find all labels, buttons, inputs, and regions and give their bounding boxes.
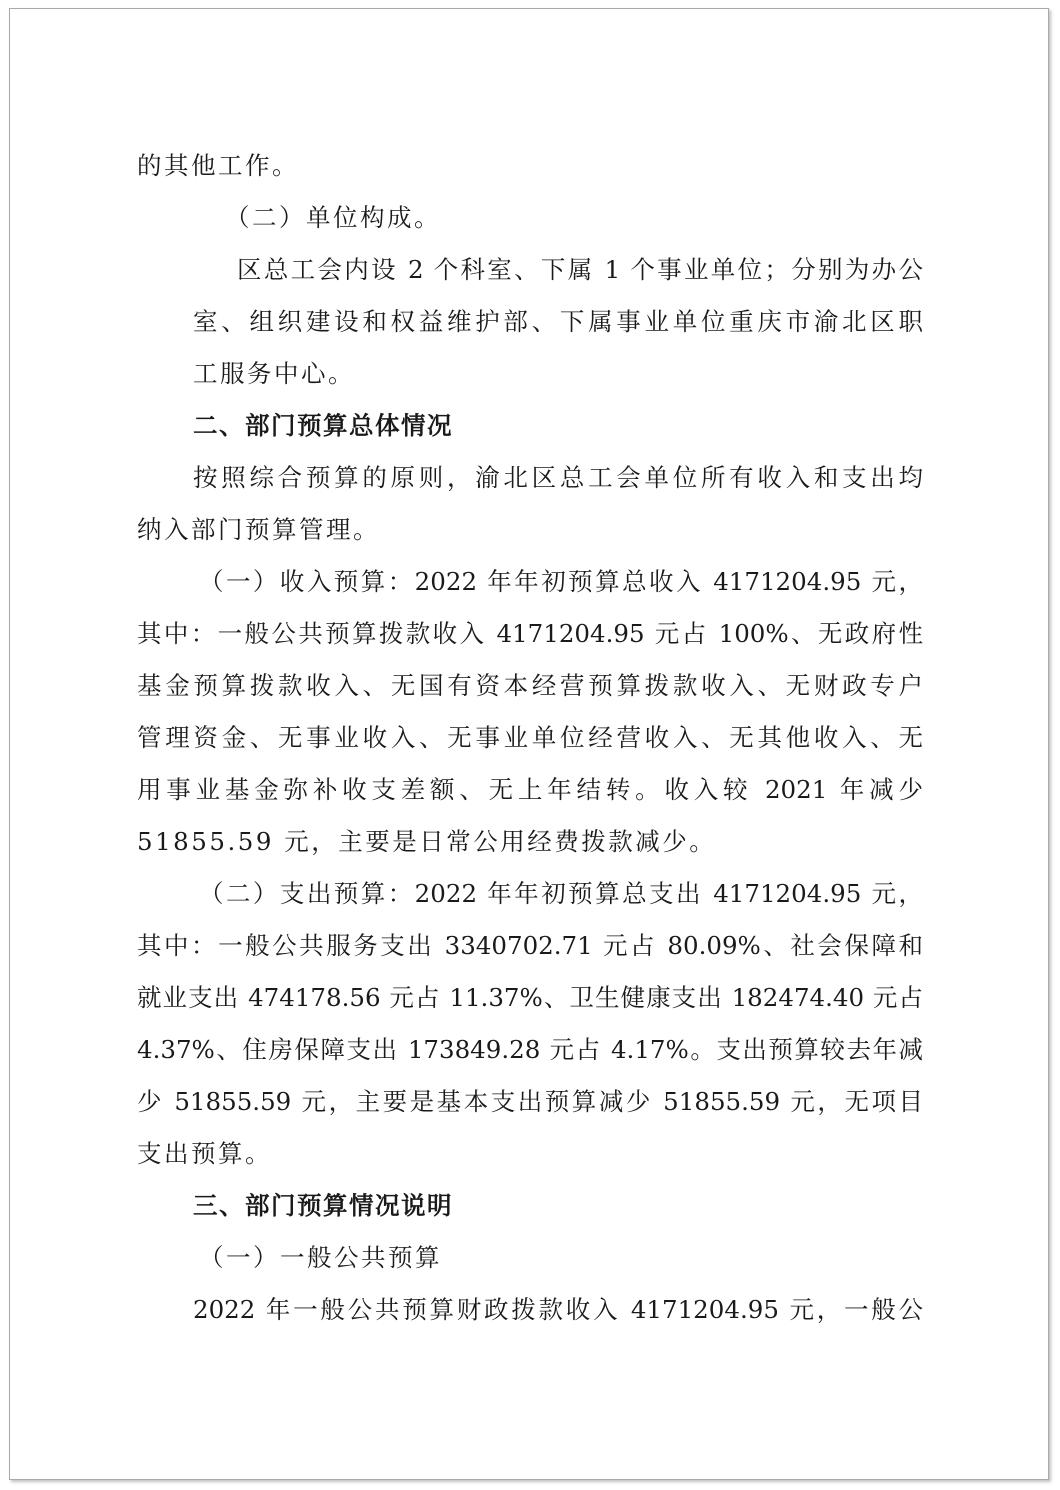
paragraph-line: 4.37%、住房保障支出 173849.28 元占 4.17%。支出预算较去年减 — [137, 1035, 923, 1064]
section-heading: 三、部门预算情况说明 — [193, 1191, 453, 1220]
paragraph-line: 就业支出 474178.56 元占 11.37%、卫生健康支出 182474.40 元占 — [137, 983, 923, 1012]
paragraph-line: 其中：一般公共服务支出 3340702.71 元占 80.09%、社会保障和 — [137, 931, 923, 960]
subsection-heading: （二）单位构成。 — [225, 203, 441, 232]
paragraph-line: （二）支出预算：2022 年年初预算总支出 4171204.95 元， — [199, 879, 923, 908]
subsection-heading: （一）一般公共预算 — [199, 1243, 442, 1272]
paragraph-line: 工服务中心。 — [193, 359, 355, 388]
section-heading: 二、部门预算总体情况 — [193, 411, 453, 440]
paragraph-line: 基金预算拨款收入、无国有资本经营预算拨款收入、无财政专户 — [137, 671, 923, 700]
paragraph-line: 按照综合预算的原则，渝北区总工会单位所有收入和支出均 — [193, 463, 923, 492]
paragraph-line: 2022 年一般公共预算财政拨款收入 4171204.95 元，一般公 — [193, 1295, 923, 1324]
paragraph-line: 用事业基金弥补收支差额、无上年结转。收入较 2021 年减少 — [137, 775, 923, 804]
paragraph-line: 室、组织建设和权益维护部、下属事业单位重庆市渝北区职 — [193, 307, 923, 336]
paragraph-line: 支出预算。 — [137, 1139, 272, 1168]
paragraph-line: 少 51855.59 元，主要是基本支出预算减少 51855.59 元，无项目 — [137, 1087, 923, 1116]
paragraph-line: 的其他工作。 — [137, 151, 299, 180]
paragraph-line: 51855.59 元，主要是日常公用经费拨款减少。 — [137, 827, 717, 856]
paragraph-line: 管理资金、无事业收入、无事业单位经营收入、无其他收入、无 — [137, 723, 923, 752]
paragraph-line: 其中：一般公共预算拨款收入 4171204.95 元占 100%、无政府性 — [137, 619, 923, 648]
paragraph-line: 区总工会内设 2 个科室、下属 1 个事业单位；分别为办公 — [237, 255, 923, 284]
paragraph-line: （一）收入预算：2022 年年初预算总收入 4171204.95 元， — [199, 567, 923, 596]
paragraph-line: 纳入部门预算管理。 — [137, 515, 380, 544]
